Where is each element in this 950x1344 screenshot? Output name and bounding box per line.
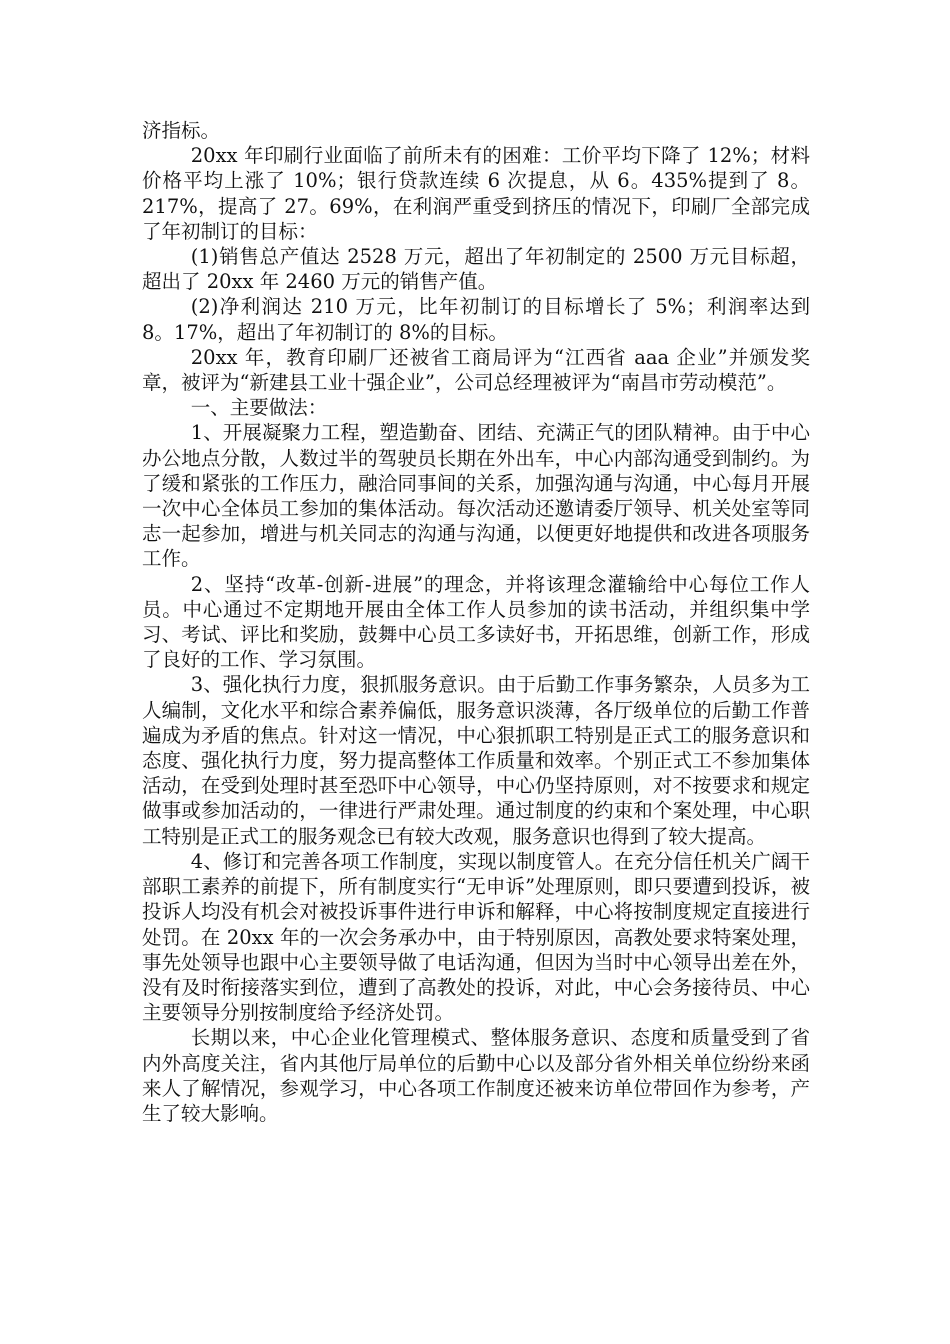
paragraph-2: 20xx 年印刷行业面临了前所未有的困难：工价平均下降了 12%；材料价格平均上涨了 10%；银行贷款连续 6 次提息，从 6。435%提到了 8。217%，提高了 27。69%，在利润严重受到挤压的情况下，印刷厂全部完成了年初制订的目标： xyxy=(142,144,810,243)
paragraph-10: 4、修订和完善各项工作制度，实现以制度管人。在充分信任机关广阔干部职工素养的前提下，所有制度实行“无申诉”处理原则，即只要遭到投诉，被投诉人均没有机会对被投诉事件进行申诉和解释，中心将按制度规定直接进行处罚。在 20xx 年的一次会务承办中，由于特别原因，高教处要求特案处理，事先处领导也跟中心主要领导做了电话沟通，但因为当时中心领导出差在外，没有及时衔接落实到位，遭到了高教处的投诉，对此，中心会务接待员、中心主要领导分别按制度给予经济处罚。 xyxy=(142,849,810,1025)
paragraph-4: (2)净利润达 210 万元，比年初制订的目标增长了 5%；利润率达到 8。17%，超出了年初制订的 8%的目标。 xyxy=(142,295,810,344)
paragraph-7: 1、开展凝聚力工程，塑造勤奋、团结、充满正气的团队精神。由于中心办公地点分散，人数过半的驾驶员长期在外出车，中心内部沟通受到制约。为了缓和紧张的工作压力，融洽同事间的关系，加强沟通与沟通，中心每月开展一次中心全体员工参加的集体活动。每次活动还邀请委厅领导、机关处室等同志一起参加，增进与机关同志的沟通与沟通，以便更好地提供和改进各项服务工作。 xyxy=(142,421,810,571)
document-page xyxy=(142,118,810,1126)
paragraph-8: 2、坚持“改革-创新-进展”的理念，并将该理念灌输给中心每位工作人员。中心通过不定期地开展由全体工作人员参加的读书活动，并组织集中学习、考试、评比和奖励，鼓舞中心员工多读好书，开拓思维，创新工作，形成了良好的工作、学习氛围。 xyxy=(142,572,810,672)
paragraph-3: (1)销售总产值达 2528 万元，超出了年初制定的 2500 万元目标超，超出了 20xx 年 2460 万元的销售产值。 xyxy=(142,245,810,294)
paragraph-9: 3、强化执行力度，狠抓服务意识。由于后勤工作事务繁杂，人员多为工人编制，文化水平和综合素养偏低，服务意识淡薄，各厅级单位的后勤工作普遍成为矛盾的焦点。针对这一情况，中心狠抓职工特别是正式工的服务意识和态度、强化执行力度，努力提高整体工作质量和效率。个别正式工不参加集体活动，在受到处理时甚至恐吓中心领导，中心仍坚持原则，对不按要求和规定做事或参加活动的，一律进行严肃处理。通过制度的约束和个案处理，中心职工特别是正式工的服务观念已有较大改观，服务意识也得到了较大提高。 xyxy=(142,673,810,848)
section-heading: 一、主要做法： xyxy=(190,396,328,420)
paragraph-1: 济指标。 xyxy=(142,119,221,142)
paragraph-11: 长期以来，中心企业化管理模式、整体服务意识、态度和质量受到了省内外高度关注，省内其他厅局单位的后勤中心以及部分省外相关单位纷纷来函来人了解情况，参观学习，中心各项工作制度还被来访单位带回作为参考，产生了较大影响。 xyxy=(142,1026,810,1125)
paragraph-5: 20xx 年，教育印刷厂还被省工商局评为“江西省 aaa 企业”并颁发奖章，被评为“新建县工业十强企业”，公司总经理被评为“南昌市劳动模范”。 xyxy=(142,345,810,395)
